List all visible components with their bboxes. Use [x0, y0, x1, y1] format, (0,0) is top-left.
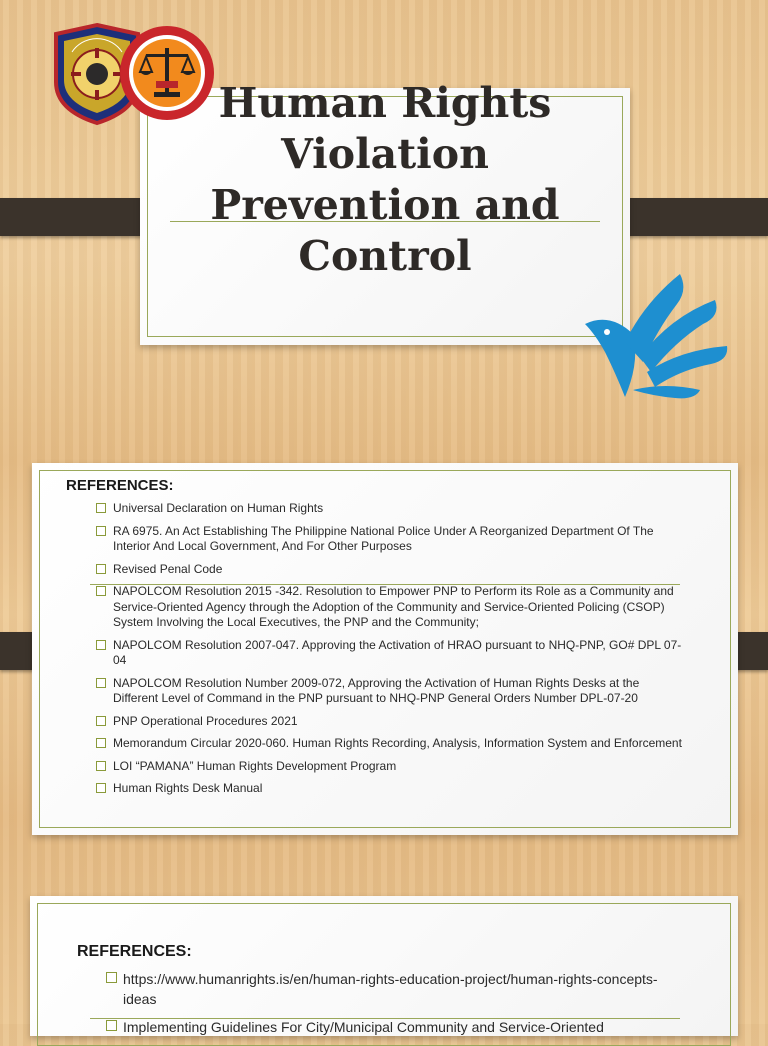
reference-text: Revised Penal Code [113, 561, 223, 576]
references-list [96, 501, 686, 804]
checkbox-bullet-icon [96, 783, 106, 793]
right-accent-bar [613, 198, 768, 236]
slide-title: Human Rights Violation Prevention and Control [210, 79, 560, 280]
references-list [106, 969, 681, 1045]
list-item [96, 736, 686, 752]
reference-text: NAPOLCOM Resolution 2007-047. Approving the Activation of HRAO pursuant to NHQ-PNP, GO# DPL 07-04 [113, 637, 682, 667]
list-item [96, 584, 686, 631]
reference-text: RA 6975. An Act Establishing The Philippine National Police Under A Reorganized Department Of The Interior And Local Government, And For Other Purposes [113, 523, 654, 553]
checkbox-bullet-icon [106, 1020, 117, 1031]
list-item [96, 638, 686, 669]
references-heading: REFERENCES: [77, 943, 192, 960]
reference-text: PNP Operational Procedures 2021 [113, 713, 298, 728]
left-accent-bar [0, 198, 155, 236]
hrao-seal-icon [118, 24, 216, 122]
references-heading: REFERENCES: [66, 477, 174, 494]
reference-text: NAPOLCOM Resolution 2015 -342. Resolution to Empower PNP to Perform its Role as a Community and Service-Oriented Agency through the Adoption of the Community and Service-Oriented Policing (CSOP) System Involving the Local Executives, the PNP and the Community; [113, 584, 674, 629]
references-slide-2 [0, 878, 768, 1035]
checkbox-bullet-icon [96, 716, 106, 726]
list-item [96, 759, 686, 775]
checkbox-bullet-icon [96, 738, 106, 748]
list-item [96, 562, 686, 578]
reference-text: NAPOLCOM Resolution Number 2009-072, Approving the Activation of Human Rights Desks at the Different Level of Command in the PNP pursuant to NHQ-PNP General Orders Number DPL-07-20 [113, 675, 640, 705]
references-slide-1 [0, 445, 768, 865]
dove-hand-icon [585, 272, 730, 400]
checkbox-bullet-icon [96, 526, 106, 536]
list-item [96, 501, 686, 517]
checkbox-bullet-icon [96, 503, 106, 513]
reference-text: Human Rights Desk Manual [113, 781, 263, 795]
list-item [106, 1017, 681, 1037]
checkbox-bullet-icon [106, 972, 117, 983]
list-item [96, 676, 686, 707]
title-slide [0, 0, 768, 430]
reference-link[interactable]: https://www.humanrights.is/en/human-rights-education-project/human-rights-concepts-ideas [123, 971, 658, 1007]
checkbox-bullet-icon [96, 640, 106, 650]
reference-text: Implementing Guidelines For City/Municipal Community and Service-Oriented [123, 1019, 604, 1035]
reference-text: Memorandum Circular 2020-060. Human Rights Recording, Analysis, Information System and Enforcement [113, 736, 682, 750]
checkbox-bullet-icon [96, 564, 106, 574]
reference-text: LOI “PAMANA” Human Rights Development Program [113, 758, 397, 773]
checkbox-bullet-icon [96, 586, 106, 596]
reference-text: Universal Declaration on Human Rights [113, 501, 324, 515]
list-item [106, 969, 681, 1009]
list-item [96, 524, 686, 555]
list-item [96, 781, 686, 797]
list-item [96, 714, 686, 730]
checkbox-bullet-icon [96, 761, 106, 771]
checkbox-bullet-icon [96, 678, 106, 688]
